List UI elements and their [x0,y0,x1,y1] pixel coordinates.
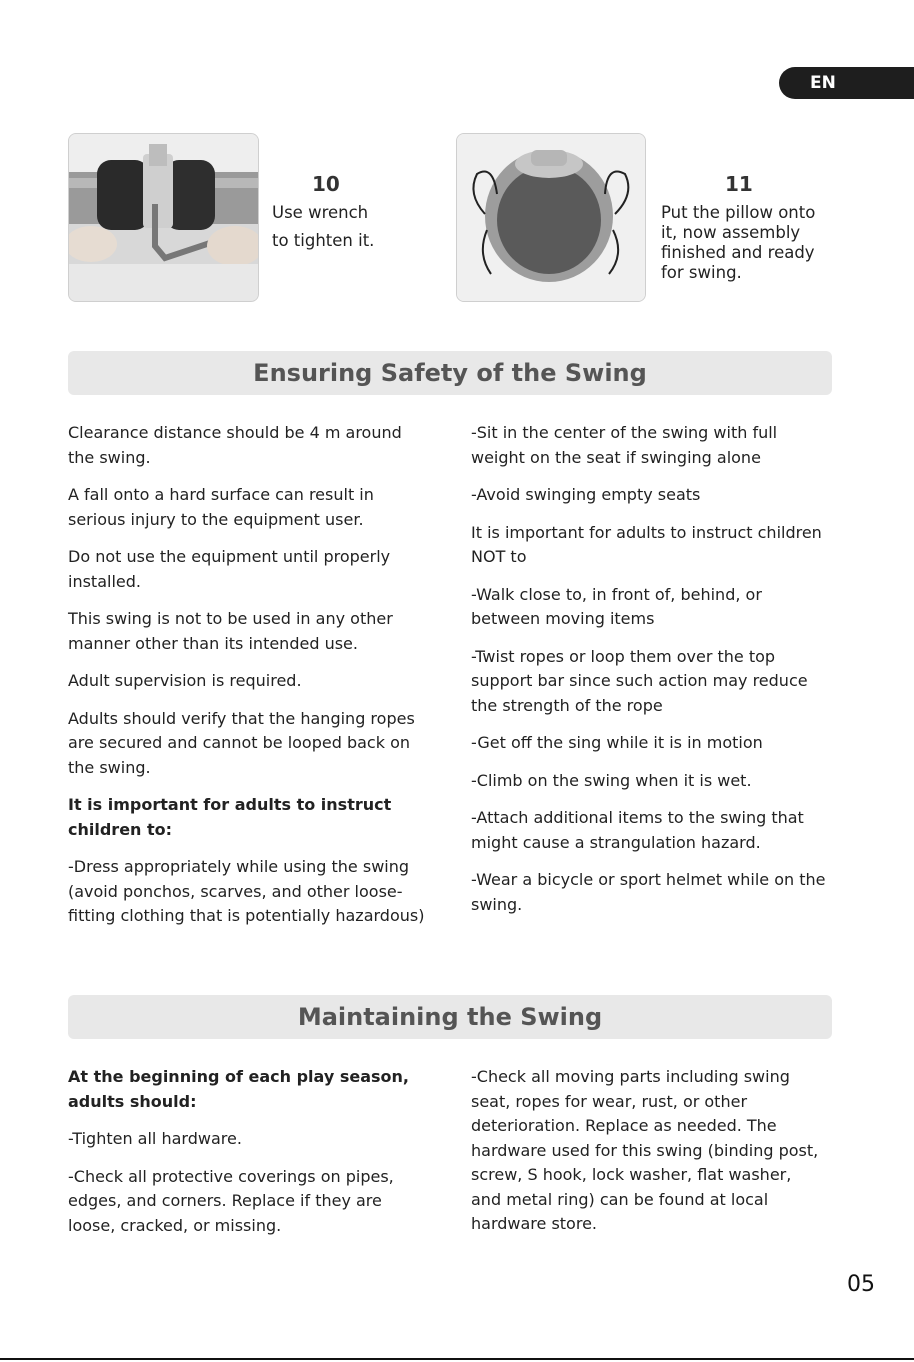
maintenance-item: -Check all moving parts including swing seat, ropes for wear, rust, or other deterioration. Replace as needed. The hardware used for this swing (binding post, screw, S hook, lock washer, flat washer, and metal ring) can be found at local hardware store. [471,1067,819,1233]
safety-item: -Attach additional items to the swing that might cause a strangulation hazard. [471,808,804,852]
step-10-line: Use wrench [272,203,369,222]
swing-with-pillow-illustration [457,134,645,301]
safety-item: -Walk close to, in front of, behind, or between moving items [471,584,762,628]
step-11-line: Put the pillow onto [661,203,816,222]
safety-item: It is important for adults to instruct children NOT to [471,522,822,566]
maintenance-right-column [471,1065,821,1250]
safety-item: -Get off the sing while it is in motion [471,733,763,752]
step-11-photo [456,133,646,302]
safety-section-title: Ensuring Safety of the Swing [68,351,832,395]
safety-item: -Dress appropriately while using the swing (avoid ponchos, scarves, and other loose-fitting clothing that is potentially hazardous) [68,857,425,925]
maintenance-item: -Check all protective coverings on pipes, edges, and corners. Replace if they are loose, cracked, or missing. [68,1166,394,1235]
bottom-rule [0,1358,914,1360]
page-number: 05 [847,1272,875,1297]
safety-item: Clearance distance should be 4 m around the swing. [68,423,402,467]
safety-item: -Sit in the center of the swing with full weight on the seat if swinging alone [471,423,778,467]
wrench-tightening-illustration [69,134,258,301]
safety-right-column [471,421,833,930]
safety-heading: It is important for adults to instruct children to: [68,795,392,839]
safety-item: -Climb on the swing when it is wet. [471,770,752,790]
step-11-line: finished and ready [661,243,815,262]
safety-item: This swing is not to be used in any other manner other than its intended use. [68,609,393,653]
step-10-photo [68,133,259,302]
step-11-line: for swing. [661,263,742,282]
safety-item: Adult supervision is required. [68,671,302,690]
maintenance-heading: At the beginning of each play season, adults should: [68,1067,409,1111]
language-tab: EN [779,67,914,99]
maintenance-item: -Tighten all hardware. [68,1129,242,1148]
safety-item: -Avoid swinging empty seats [471,485,701,504]
step-11-number: 11 [725,172,753,196]
step-10-line: to tighten it. [272,231,375,250]
safety-item: -Wear a bicycle or sport helmet while on the swing. [471,870,826,914]
safety-left-column [68,421,428,942]
maintenance-left-column [68,1065,430,1251]
step-10-text [272,203,374,251]
safety-item: Adults should verify that the hanging ropes are secured and cannot be looped back on the swing. [68,708,415,777]
step-10-number: 10 [312,172,340,196]
step-11-text [661,203,815,283]
maintenance-section-title: Maintaining the Swing [68,995,832,1039]
safety-item: Do not use the equipment until properly installed. [68,547,391,591]
safety-item: -Twist ropes or loop them over the top support bar since such action may reduce the strength of the rope [471,646,808,715]
safety-item: A fall onto a hard surface can result in serious injury to the equipment user. [68,485,374,529]
step-11-line: it, now assembly [661,223,801,242]
